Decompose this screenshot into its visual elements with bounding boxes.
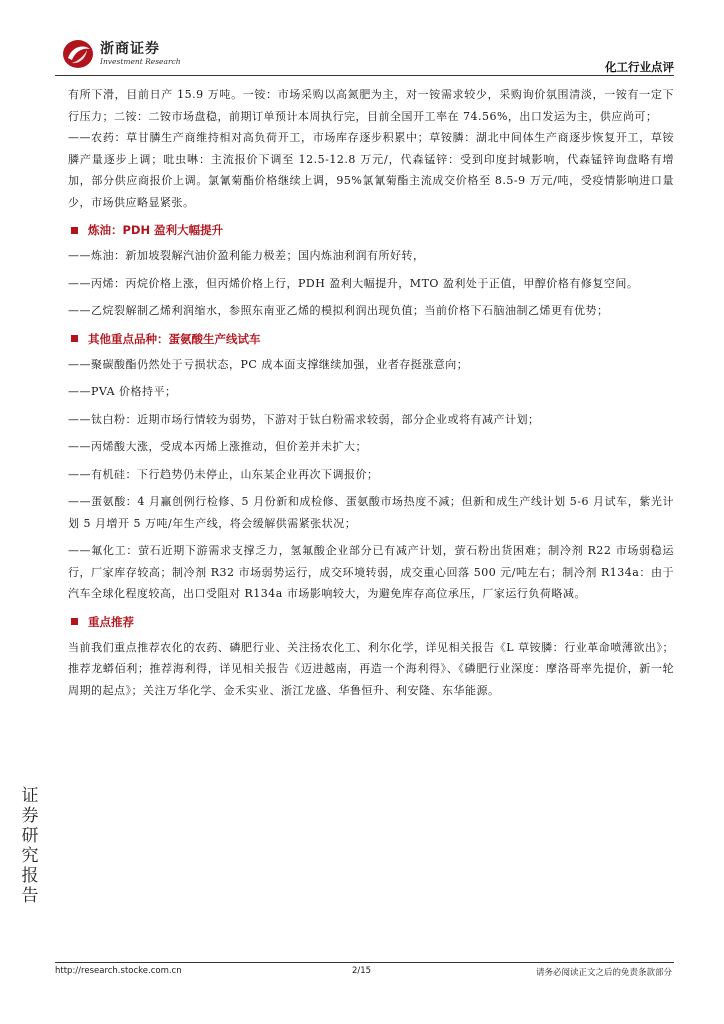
paragraph-pesticide: ——农药：草甘膦生产商维持相对高负荷开工，市场库存逐步积累中；草铵膦：湖北中间体生产商逐步恢复开工，草铵膦产量逐步上调；吡虫啉：主流报价下调至 12.5-12.8 万元/，代森锰锌：受到印度封城影响，代森锰锌询盘略有增加，部分供应商报价上调。氯氰菊酯价格继续上调，95%氯氰菊酯主流成交价格至 8.5-9 万元/吨，受疫情影响进口量少，市场供应略显紧张。 (68, 131, 674, 209)
paragraph-titanium-dioxide: ——钛白粉：近期市场行情较为弱势，下游对于钛白粉需求较弱，部分企业或将有减产计划； (68, 412, 540, 426)
footer-page-number: 2/15 (352, 966, 372, 976)
section-heading-recommendations (68, 611, 674, 633)
paragraph-acrylic-acid: ——丙烯酸大涨，受成本丙烯上涨推动，但价差并未扩大； (68, 440, 367, 453)
report-body (68, 84, 674, 701)
paragraph-silicone: ——有机硅：下行趋势仍未停止，山东某企业再次下调报价； (68, 467, 379, 481)
paragraph-polycarbonate: ——聚碳酸酯仍然处于亏损状态，PC 成本面支撑继续加强，业者存挺涨意向； (68, 357, 469, 371)
section-heading-text: 重点推荐 (88, 614, 134, 629)
paragraph-fertilizer: 有所下滑，目前日产 15.9 万吨。一铵：市场采购以高氮肥为主，对一铵需求较少，采购询价氛围清淡，一铵有一定下行压力；二铵：二铵市场盘稳，前期订单预计本周执行完，目前全国开工率在 74.56%，出口发运为主，供应尚可； (68, 88, 674, 123)
paragraph-refining: ——炼油：新加坡裂解汽油价盈利能力极差；国内炼油利润有所好转， (68, 249, 425, 262)
paragraph-recommendations: 当前我们重点推荐农化的农药、磷肥行业、关注扬农化工、利尔化学，详见相关报告《L 草铵膦：行业革命喷薄欲出》；推荐龙蟒佰利；推荐海利得，详见相关报告《迈进越南，再造一个海利得》、《磷肥行业深度：摩洛哥率先提价，新一轮周期的起点》；关注万华化学、金禾实业、浙江龙盛、华鲁恒升、利安隆、东华能源。 (68, 640, 674, 697)
paragraph-propylene: ——丙烯：丙烷价格上涨，但丙烯价格上行，PDH 盈利大幅提升，MTO 盈利处于正值，甲醇价格有修复空间。 (68, 276, 639, 290)
bullet-square-icon (71, 227, 78, 234)
section-heading-other-products (68, 328, 674, 350)
company-logo (60, 36, 181, 72)
side-label-securities-research-report: 证券研究报告 (21, 786, 39, 906)
footer-divider (55, 962, 674, 963)
logo-chinese-name: 浙商证券 (100, 41, 160, 57)
bullet-square-icon (71, 335, 78, 342)
zheshang-logo-icon (60, 36, 96, 72)
footer-disclaimer: 请务必阅读正文之后的免责条款部分 (535, 968, 672, 978)
report-type-label: 化工行业点评 (605, 60, 674, 74)
header-divider (55, 75, 674, 76)
paragraph-methionine: ——蛋氨酸：4 月赢创例行检修、5 月份新和成检修、蛋氨酸市场热度不减；但新和成生产线计划 5-6 月试车，紫光计划 5 月增开 5 万吨/年生产线，将会缓解供需紧张状况； (68, 495, 674, 530)
paragraph-fluorochemical: ——氟化工：萤石近期下游需求支撑乏力，氢氟酸企业部分已有减产计划，萤石粉出货困难；制冷剂 R22 市场弱稳运行，厂家库存较高；制冷剂 R32 市场弱势运行，成交环境转弱，成交重心回落 500 元/吨左右；制冷剂 R134a：由于汽车全球化程度较高，出口受阻对 R134a 市场影响较大，为避免库存高位承压，厂家运行负荷略减。 (68, 544, 674, 600)
logo-english-name: Investment Research (100, 57, 181, 66)
paragraph-ethylene: ——乙烷裂解制乙烯利润缩水，参照东南亚乙烯的模拟利润出现负值；当前价格下石脑油制乙烯更有优势； (68, 304, 609, 317)
section-heading-refining (68, 219, 674, 241)
paragraph-pva: ——PVA 价格持平； (68, 385, 177, 398)
bullet-square-icon (71, 618, 78, 625)
section-heading-text: 其他重点品种：蛋氨酸生产线试车 (88, 331, 261, 346)
footer-url-link[interactable]: http://research.stocke.com.cn (55, 966, 182, 976)
section-heading-text: 炼油：PDH 盈利大幅提升 (88, 223, 224, 237)
